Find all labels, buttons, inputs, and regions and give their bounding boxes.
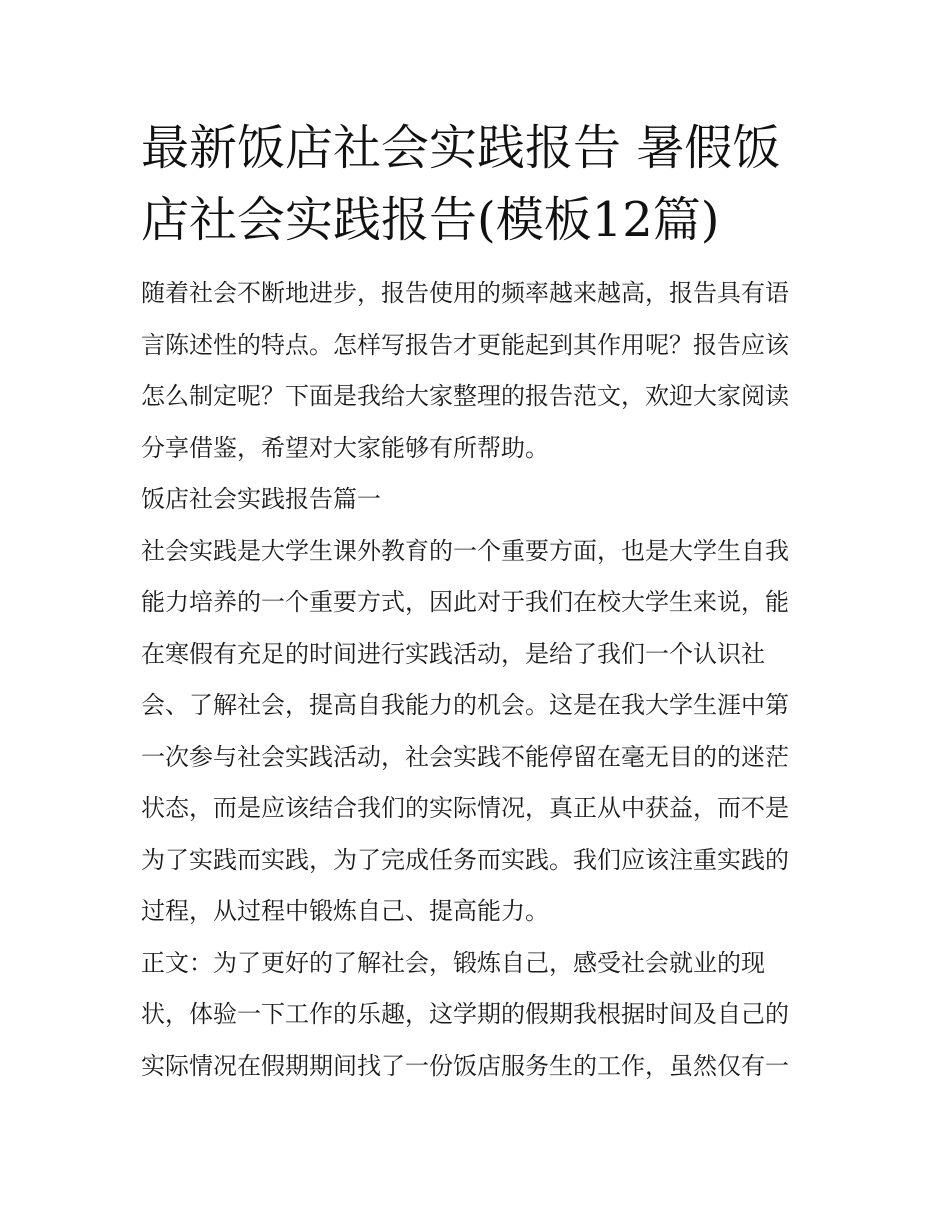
text-line: 状，体验一下工作的乐趣，这学期的假期我根据时间及自己的	[141, 1000, 789, 1028]
body-paragraph	[141, 526, 813, 938]
text-line: 实际情况在假期期间找了一份饭店服务生的工作，虽然仅有一	[141, 1051, 789, 1080]
text-line: 为了实践而实践，为了完成任务而实践。我们应该注重实践的	[141, 845, 789, 874]
text-line: 会、了解社会，提高自我能力的机会。这是在我大学生涯中第	[141, 691, 789, 719]
text-line: 分享借鉴，希望对大家能够有所帮助。	[141, 433, 549, 462]
text-line: 过程，从过程中锻炼自己、提高能力。	[141, 897, 549, 925]
title-line: 店社会实践报告(模板12篇)	[141, 192, 720, 248]
document-content	[141, 112, 813, 1092]
text-line: 在寒假有充足的时间进行实践活动，是给了我们一个认识社	[141, 639, 765, 668]
text-line: 怎么制定呢？下面是我给大家整理的报告范文，欢迎大家阅读	[141, 382, 789, 410]
section-heading	[141, 474, 813, 526]
text-line: 社会实践是大学生课外教育的一个重要方面，也是大学生自我	[141, 536, 789, 565]
title-line: 最新饭店社会实践报告 暑假饭	[141, 120, 781, 176]
text-line: 一次参与社会实践活动，社会实践不能停留在毫无目的的迷茫	[141, 742, 789, 771]
section-heading-text: 饭店社会实践报告篇一	[141, 485, 381, 513]
document-title	[141, 112, 813, 256]
main-text-paragraph	[141, 938, 813, 1093]
text-line: 状态，而是应该结合我们的实际情况，真正从中获益，而不是	[141, 794, 789, 822]
text-line: 正文：为了更好的了解社会，锻炼自己，感受社会就业的现	[141, 948, 765, 977]
text-line: 能力培养的一个重要方式，因此对于我们在校大学生来说，能	[141, 588, 789, 616]
text-line: 随着社会不断地进步，报告使用的频率越来越高，报告具有语	[141, 279, 789, 307]
text-line: 言陈述性的特点。怎样写报告才更能起到其作用呢？报告应该	[141, 330, 789, 359]
intro-paragraph	[141, 268, 813, 474]
